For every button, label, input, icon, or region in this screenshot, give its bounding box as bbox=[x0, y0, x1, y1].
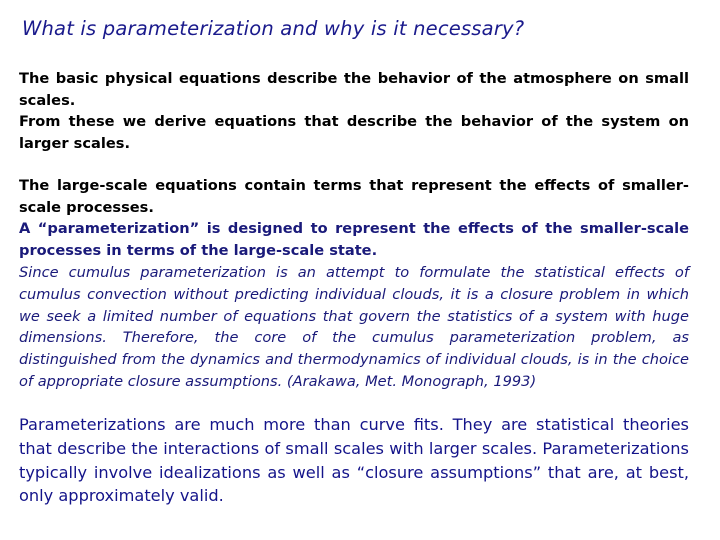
intro-block bbox=[19, 68, 689, 154]
arakawa-quote bbox=[19, 262, 689, 393]
intro-line-1: The basic physical equations describe the behavior of the atmosphere on small scales. bbox=[19, 70, 689, 109]
closing-text: Parameterizations are much more than curve fits. They are statistical theories that describe the interactions of small scales with larger scales. Parameterizations typically involve idealizations as well as “closure assumptions” that are, at best, only approximately valid. bbox=[19, 415, 689, 506]
intro-line-2: From these we derive equations that describe the behavior of the system on larger scales. bbox=[19, 113, 689, 152]
closing-paragraph bbox=[19, 413, 689, 508]
parameterization-definition: A “parameterization” is designed to represent the effects of the smaller-scale processes in terms of the large-scale state. bbox=[19, 220, 689, 259]
quote-text: Since cumulus parameterization is an attempt to formulate the statistical effects of cumulus convection without predicting individual clouds, it is a closure problem in which we seek a limited number of equations that govern the statistics of a system with huge dimensions. Therefore, the core of the cumulus parameterization problem, as distinguished from the dynamics and thermodynamics of individual clouds, is in the choice of appropriate closure assumptions. (Arakawa, Met. Monograph, 1993) bbox=[19, 264, 689, 390]
largescale-line-1: The large-scale equations contain terms that represent the effects of smaller-scale processes. bbox=[19, 177, 689, 216]
largescale-block bbox=[19, 175, 689, 261]
slide-title: What is parameterization and why is it necessary? bbox=[22, 17, 525, 40]
